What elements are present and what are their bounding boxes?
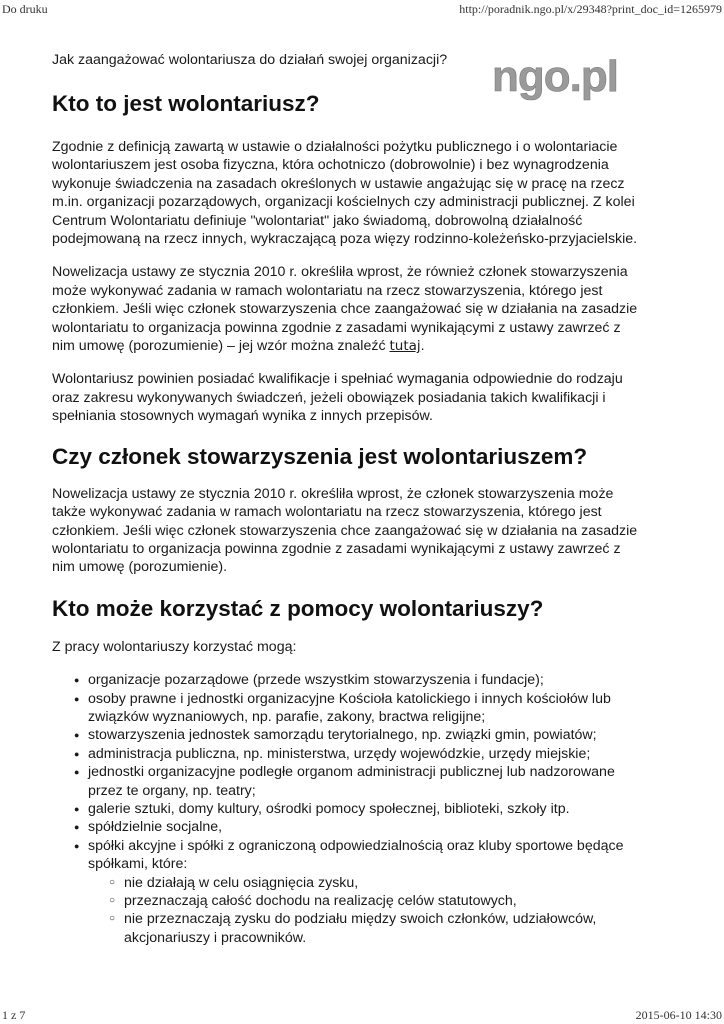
list-item: ● galerie sztuki, domy kultury, ośrodki pomocy społecznej, biblioteki, szkoły itp. bbox=[88, 800, 642, 818]
list-item: ● organizacje pozarządowe (przede wszystkim stowarzyszenia i fundacje); bbox=[88, 671, 642, 689]
list-item-companies-text: spółki akcyjne i spółki z ograniczoną odpowiedzialnością oraz kluby sportowe będące spółkami, które: bbox=[88, 837, 624, 873]
logo-text: ngo.pl bbox=[492, 53, 618, 101]
template-link[interactable]: tutaj bbox=[389, 338, 421, 355]
paragraph-qualifications: Wolontariusz powinien posiadać kwalifikacje i spełniać wymagania odpowiednie do rodzaju oraz zakresu wykonywanych świadczeń, jeżeli obowiązek posiadania takich kwalifikacji i spełniania stosownych wymagań wynika z innych przepisów. bbox=[52, 371, 623, 425]
paragraph-list-intro: Z pracy wolontariuszy korzystać mogą: bbox=[52, 638, 297, 655]
list-item: ● administracja publiczna, np. ministerstwa, urzędy wojewódzkie, urzędy miejskie; bbox=[88, 745, 642, 763]
print-header-title: Do druku bbox=[2, 2, 48, 16]
print-timestamp: 2015-06-10 14:30 bbox=[635, 1008, 722, 1022]
print-footer bbox=[0, 1008, 724, 1022]
paragraph-member: Nowelizacja ustawy ze stycznia 2010 r. określiła wprost, że członek stowarzyszenia może także wykonywać zadania w ramach wolontariatu na rzecz stowarzyszenia, którego jest członkiem. Jeśli więc członek stowarzyszenia chce zaangażować się w działania na zasadzie wolontariatu to organizacja powinna zgodnie z zasadami wynikającymi z ustawy zawrzeć z nim umowę (porozumienie). bbox=[52, 485, 638, 576]
article-content bbox=[52, 50, 642, 947]
sub-list-item: ○ nie działają w celu osiągnięcia zysku, bbox=[124, 874, 642, 892]
companies-conditions-list bbox=[88, 874, 642, 948]
paragraph-amendment bbox=[52, 263, 642, 355]
list-item: ● spółdzielnie socjalne, bbox=[88, 818, 642, 836]
print-header-url: http://poradnik.ngo.pl/x/29348?print_doc_id=1265979 bbox=[459, 2, 722, 16]
list-item: ● jednostki organizacyjne podległe organom administracji publicznej lub nadzorowane przez te organy, np. teatry; bbox=[88, 763, 642, 800]
paragraph-amendment-end: . bbox=[420, 338, 425, 355]
intro-question: Jak zaangażować wolontariusza do działań swojej organizacji? bbox=[52, 52, 448, 68]
paragraph-definition: Zgodnie z definicją zawartą w ustawie o działalności pożytku publicznego i o wolontariacie wolontariuszem jest osoba fizyczna, która ochotniczo (dobrowolnie) i bez wynagrodzenia wykonuje świadczenia na zasadach określonych w ustawie angażując się w pracę na rzecz m.in. organizacji pozarządowych, organizacji kościelnych czy administracji publicznej. Z kolei Centrum Wolontariatu definiuje "wolontariat" jako świadomą, dobrowolną działalność podejmowaną na rzecz innych, wykraczającą poza więzy rodzinno-koleżeńsko-przyjacielskie. bbox=[52, 139, 638, 248]
heading-who-is-volunteer: Kto to jest wolontariusz? bbox=[52, 91, 320, 116]
sub-list-item: ○ przeznaczają całość dochodu na realizację celów statutowych, bbox=[124, 892, 642, 910]
beneficiaries-list bbox=[52, 671, 642, 947]
print-header bbox=[0, 2, 724, 16]
paragraph-amendment-text: Nowelizacja ustawy ze stycznia 2010 r. określiła wprost, że również członek stowarzyszenia może wykonywać zadania w ramach wolontariatu na rzecz stowarzyszenia, którego jest członkiem. Jeśli więc członek stowarzyszenia chce zaangażować się w działania na zasadzie wolontariatu to organizacja powinna zgodnie z zasadami wynikającymi z ustawy zawrzeć z nim umowę (porozumienie) – jej wzór można znaleźć bbox=[52, 264, 638, 355]
page-counter: 1 z 7 bbox=[2, 1008, 26, 1022]
sub-list-item: ○ nie przeznaczają zysku do podziału między swoich członków, udziałowców, akcjonariuszy i pracowników. bbox=[124, 910, 642, 947]
list-item: ● osoby prawne i jednostki organizacyjne Kościoła katolickiego i innych kościołów lub związków wyznaniowych, np. parafie, zakony, bractwa religijne; bbox=[88, 690, 642, 727]
list-item-companies bbox=[88, 837, 642, 947]
list-item: ● stowarzyszenia jednostek samorządu terytorialnego, np. związki gmin, powiatów; bbox=[88, 726, 642, 744]
heading-who-can-use: Kto może korzystać z pomocy wolontariuszy? bbox=[52, 595, 544, 621]
heading-member-volunteer: Czy członek stowarzyszenia jest wolontariuszem? bbox=[52, 443, 588, 469]
